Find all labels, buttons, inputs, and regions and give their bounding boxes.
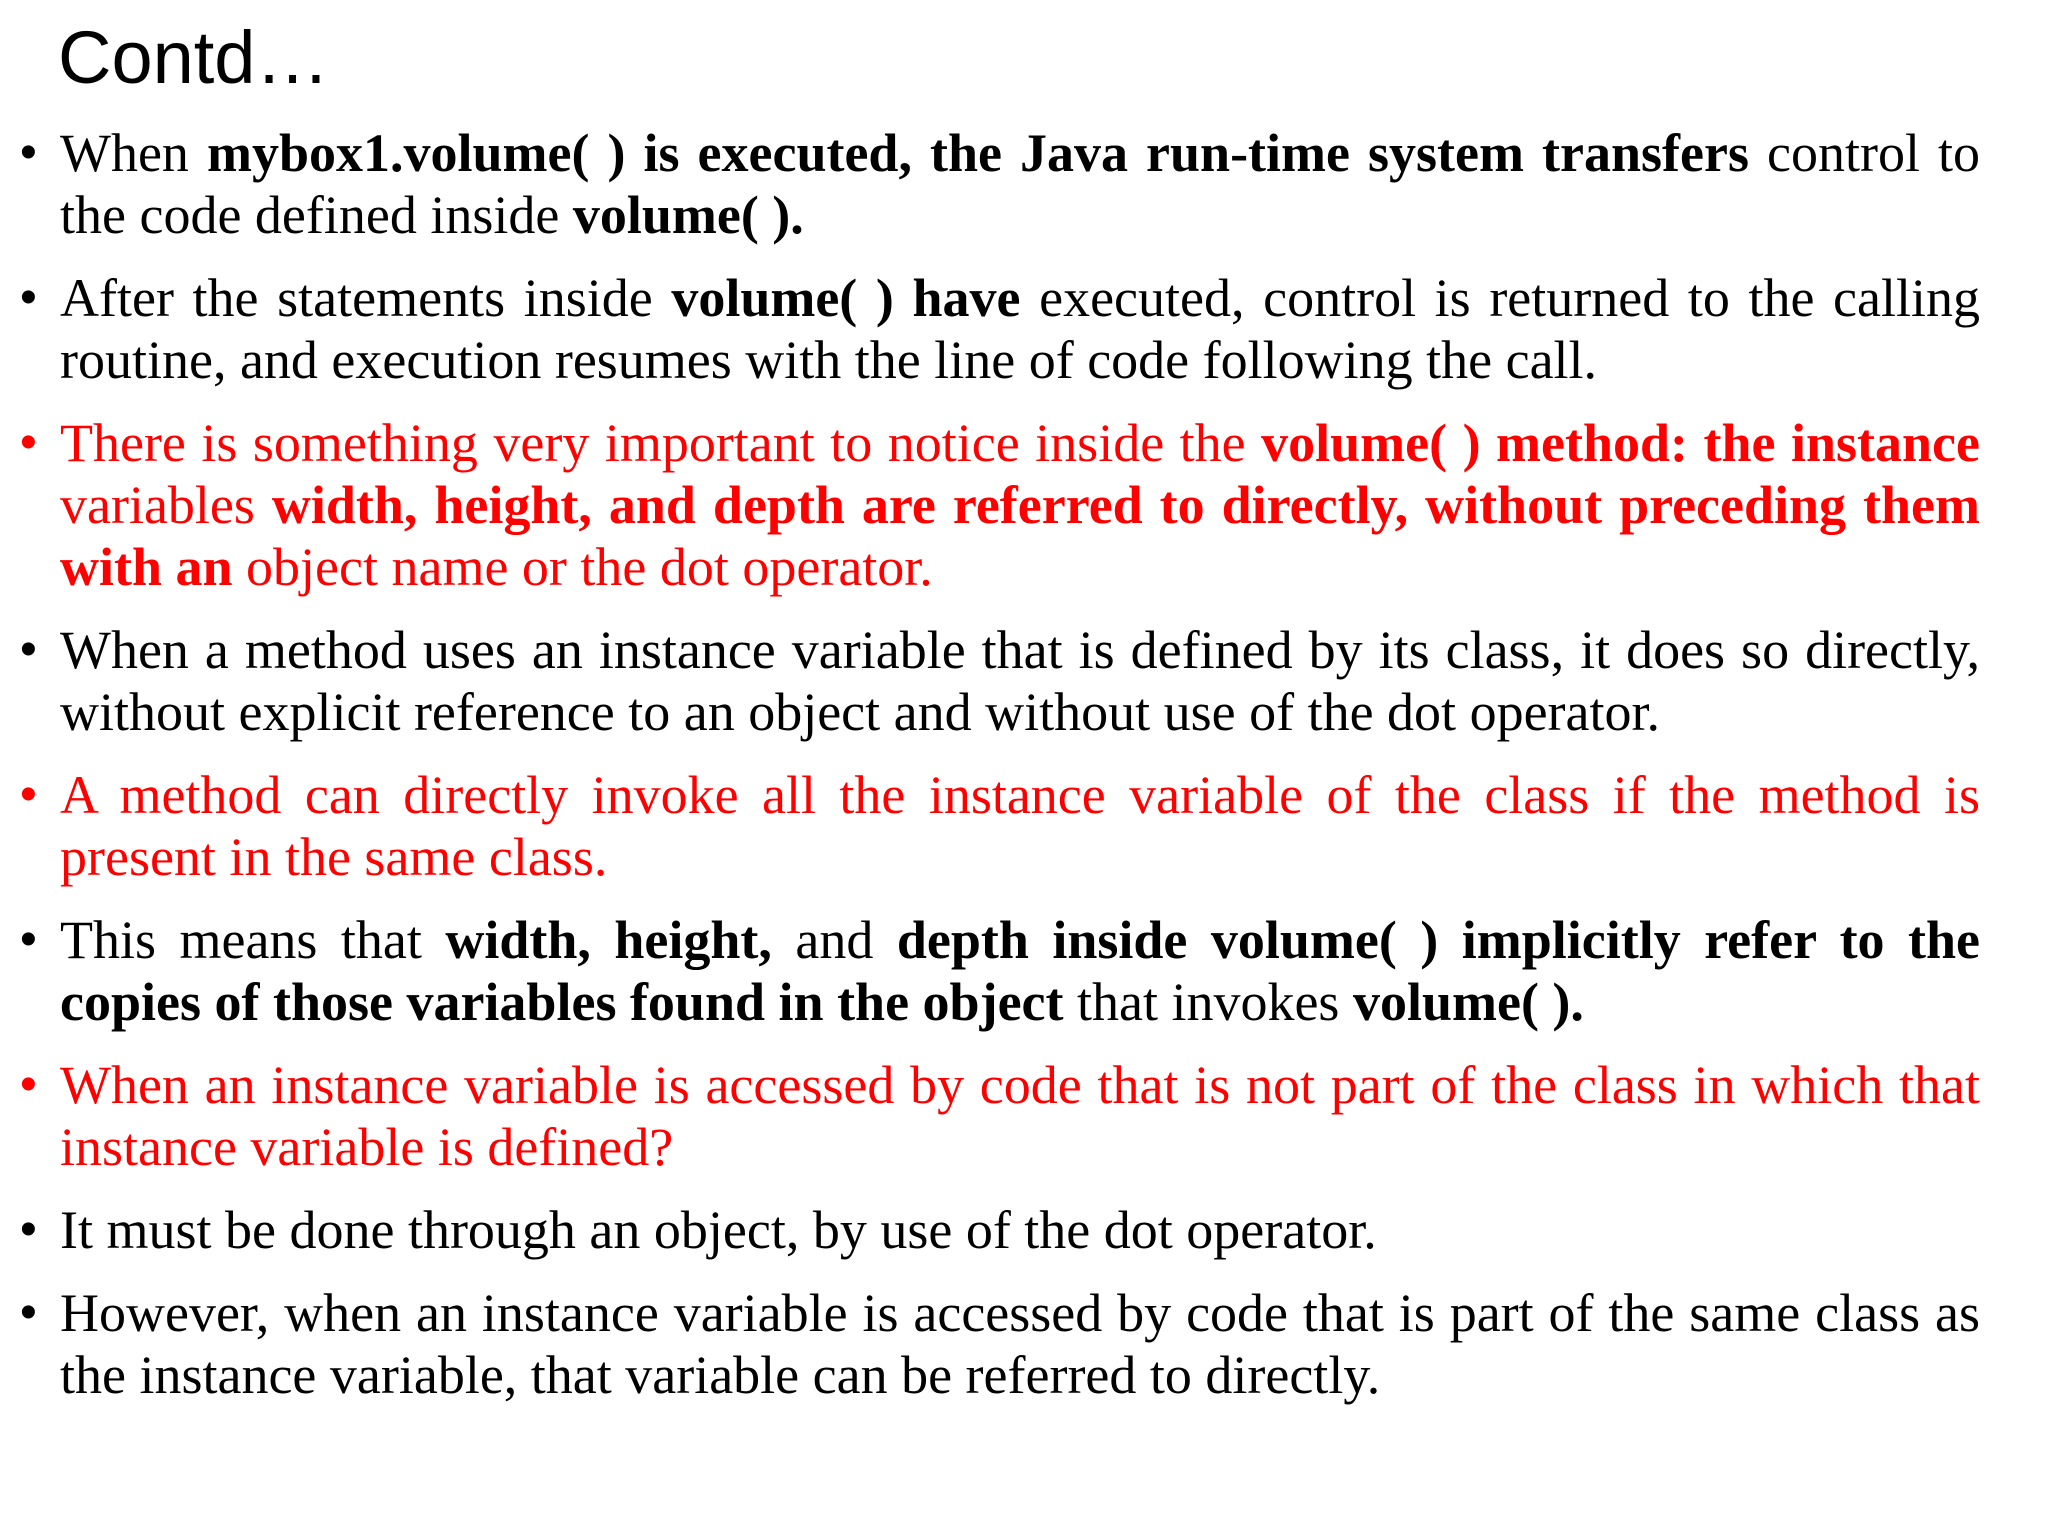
bullet-dot-icon: • <box>20 1058 37 1111</box>
bullet-dot-icon: • <box>20 623 37 676</box>
bullet-text-bold: width, height, and depth are referred to directly, without preceding them with an <box>60 475 1980 597</box>
bullet-item <box>0 1282 1980 1406</box>
bullet-item <box>0 267 1980 391</box>
slide-title: Contd… <box>58 16 330 99</box>
bullet-text: When a method uses an instance variable that is defined by its class, it does so directly, without explicit reference to an object and without use of the dot operator. <box>60 620 1980 742</box>
bullet-text: executed, control is returned to the calling routine, and execution resumes with the line of code following the call. <box>60 268 1980 390</box>
bullet-item <box>0 1054 1980 1178</box>
bullet-dot-icon: • <box>20 1286 37 1339</box>
bullet-text-bold: volume( ). <box>1352 972 1584 1032</box>
bullet-item <box>0 909 1980 1033</box>
bullet-dot-icon: • <box>20 271 37 324</box>
bullet-text-bold: volume( ). <box>572 185 804 245</box>
bullet-text: It must be done through an object, by use of the dot operator. <box>60 1200 1377 1260</box>
bullet-item <box>0 619 1980 743</box>
bullet-item <box>0 1199 1980 1261</box>
bullet-item <box>0 412 1980 598</box>
bullet-text-bold: volume( ) method: the instance <box>1261 413 1980 473</box>
bullet-dot-icon: • <box>20 768 37 821</box>
bullet-text: After the statements inside <box>60 268 672 328</box>
bullet-dot-icon: • <box>20 416 37 469</box>
bullet-text: There is something very important to notice inside the <box>60 413 1262 473</box>
bullet-text: control to the code defined inside <box>60 123 1980 245</box>
bullet-dot-icon: • <box>20 126 37 179</box>
bullet-dot-icon: • <box>20 913 37 966</box>
bullet-text: When <box>60 123 207 183</box>
bullet-dot-icon: • <box>20 1203 37 1256</box>
bullet-text: and <box>771 910 897 970</box>
bullet-text: This means that <box>60 910 446 970</box>
bullet-text-bold: volume( ) have <box>671 268 1021 328</box>
bullet-item <box>0 122 1980 246</box>
bullet-text-bold: width, height, <box>445 910 772 970</box>
bullet-text-bold: depth inside volume( ) implicitly refer to the copies of those variables found in the object <box>60 910 1980 1032</box>
bullet-text: that invokes <box>1063 972 1353 1032</box>
bullet-item <box>0 764 1980 888</box>
bullet-text: A method can directly invoke all the instance variable of the class if the method is present in the same class. <box>60 765 1980 887</box>
bullet-list <box>0 122 2048 1427</box>
bullet-text: When an instance variable is accessed by code that is not part of the class in which that instance variable is defined? <box>60 1055 1980 1177</box>
bullet-text-bold: mybox1.volume( ) is executed, the Java run-time system transfers <box>206 123 1749 183</box>
bullet-text: object name or the dot operator. <box>232 537 933 597</box>
bullet-text: variables <box>60 475 272 535</box>
bullet-text: However, when an instance variable is accessed by code that is part of the same class as the instance variable, that variable can be referred to directly. <box>60 1283 1980 1405</box>
